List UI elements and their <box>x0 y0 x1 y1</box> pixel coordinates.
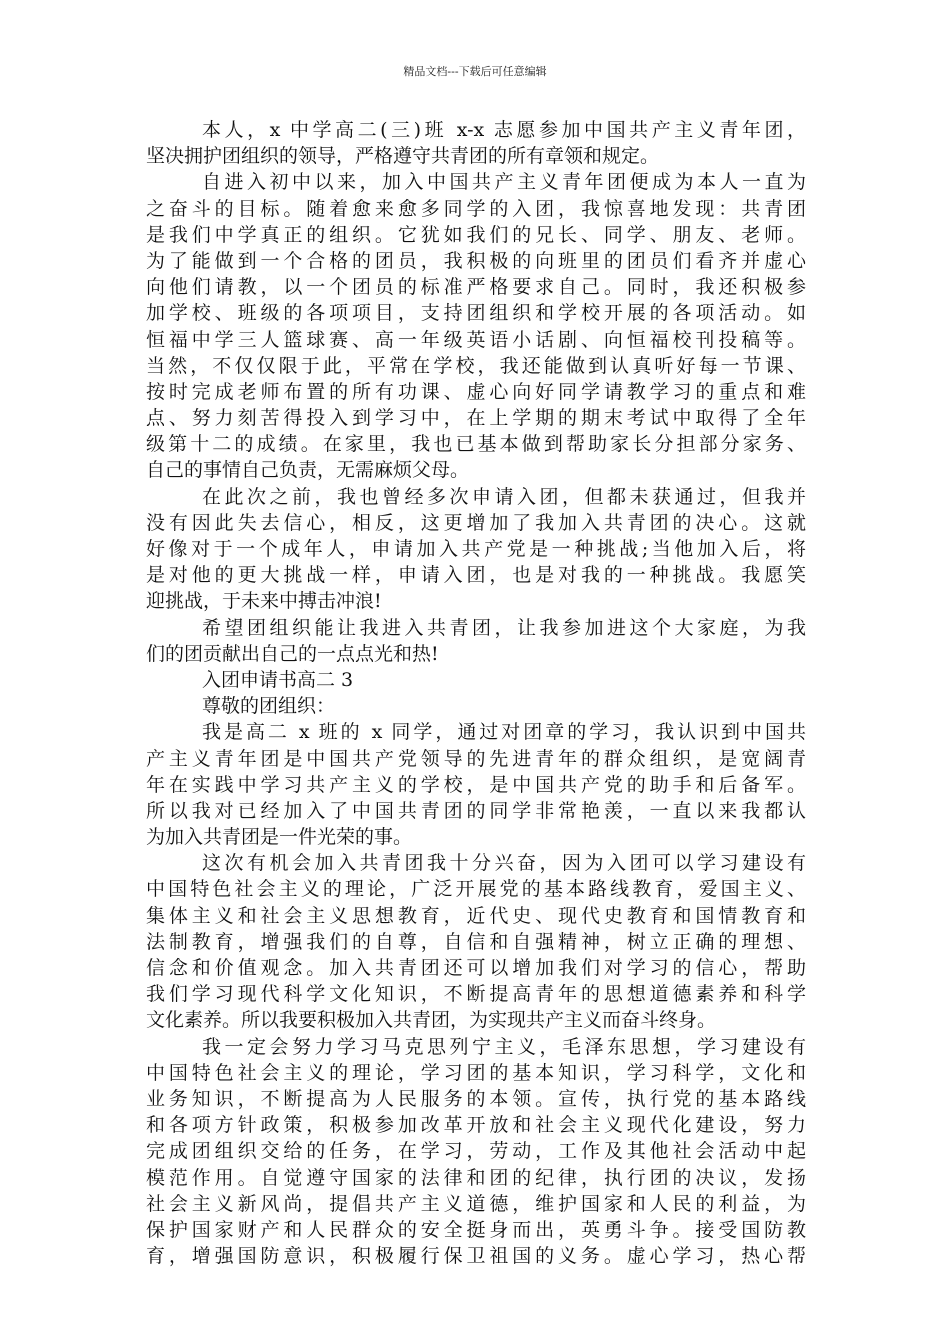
text-line: 保护国家财产和人民群众的安全挺身而出，英勇斗争。接受国防教 <box>146 1218 806 1241</box>
text-line: 加学校、班级的各项项目，支持团组织和学校开展的各项活动。如 <box>146 302 806 325</box>
text-line: 中国特色社会主义的理论，广泛开展党的基本路线教育，爱国主义、 <box>146 878 806 901</box>
text-line: 年在实践中学习共产主义的学校，是中国共产党的助手和后备军。 <box>146 773 806 796</box>
text-line: 迎挑战，于未来中搏击冲浪! <box>146 590 382 613</box>
text-line: 我一定会努力学习马克思列宁主义，毛泽东思想，学习建设有 <box>202 1035 806 1058</box>
text-line: 和各项方针政策，积极参加改革开放和社会主义现代化建设，努力 <box>146 1114 806 1137</box>
text-line: 是对他的更大挑战一样，申请入团，也是对我的一种挑战。我愿笑 <box>146 564 806 587</box>
text-line: 向他们请教，以一个团员的标准严格要求自己。同时，我还积极参 <box>146 276 806 299</box>
document-body <box>146 117 806 1269</box>
text-line: 业务知识，不断提高为人民服务的本领。宣传，执行党的基本路线 <box>146 1087 806 1110</box>
text-line: 育，增强国防意识，积极履行保卫祖国的义务。虚心学习，热心帮 <box>146 1245 806 1268</box>
text-line: 是我们中学真正的组织。它犹如我们的兄长、同学、朋友、老师。 <box>146 223 806 246</box>
text-line: 法制教育，增强我们的自尊，自信和自强精神，树立正确的理想、 <box>146 930 806 953</box>
text-line: 们的团贡献出自己的一点点光和热! <box>146 642 439 665</box>
text-line: 恒福中学三人篮球赛、高一年级英语小话剧、向恒福校刊投稿等。 <box>146 328 806 351</box>
text-line: 按时完成老师布置的所有功课、虚心向好同学请教学习的重点和难 <box>146 380 806 403</box>
text-line: 坚决拥护团组织的领导，严格遵守共青团的所有章领和规定。 <box>146 145 660 168</box>
text-line: 本人，x 中学高二(三)班 x-x 志愿参加中国共产主义青年团， <box>202 119 806 141</box>
page-header: 精品文档---下载后可任意编辑 <box>403 65 547 78</box>
text-line: 信念和价值观念。加入共青团还可以增加我们对学习的信心，帮助 <box>146 957 806 979</box>
text-line: 在此次之前，我也曾经多次申请入团，但都未获通过，但我并 <box>202 485 806 508</box>
text-line: 当然，不仅仅限于此，平常在学校，我还能做到认真听好每一节课、 <box>146 354 806 377</box>
text-line: 好像对于一个成年人，申请加入共产党是一种挑战;当他加入后，将 <box>146 538 806 560</box>
text-line: 为了能做到一个合格的团员，我积极的向班里的团员们看齐并虚心 <box>146 249 806 272</box>
text-line: 文化素养。所以我要积极加入共青团，为实现共产主义而奋斗终身。 <box>146 1009 717 1032</box>
text-line: 为加入共青团是一件光荣的事。 <box>146 826 413 849</box>
text-line: 集体主义和社会主义思想教育，近代史、现代史教育和国情教育和 <box>146 904 806 927</box>
text-line: 中国特色社会主义的理论，学习团的基本知识，学习科学，文化和 <box>146 1061 806 1084</box>
text-line: 入团申请书高二 3 <box>202 668 354 691</box>
text-line: 社会主义新风尚，提倡共产主义道德，维护国家和人民的利益，为 <box>146 1192 806 1215</box>
text-line: 级第十二的成绩。在家里，我也已基本做到帮助家长分担部分家务、 <box>146 433 806 456</box>
text-line: 我是高二 x 班的 x 同学，通过对团章的学习，我认识到中国共 <box>202 721 806 744</box>
text-line: 所以我对已经加入了中国共青团的同学非常艳羡，一直以来我都认 <box>146 799 806 822</box>
text-line: 尊敬的团组织： <box>202 695 336 718</box>
text-line: 没有因此失去信心，相反，这更增加了我加入共青团的决心。这就 <box>146 511 806 534</box>
text-line: 之奋斗的目标。随着愈来愈多同学的入团，我惊喜地发现：共青团 <box>146 197 806 220</box>
text-line: 自己的事情自己负责，无需麻烦父母。 <box>146 459 470 482</box>
text-line: 自进入初中以来，加入中国共产主义青年团便成为本人一直为 <box>202 171 806 194</box>
text-line: 产主义青年团是中国共产党领导的先进青年的群众组织，是宽阔青 <box>146 747 806 770</box>
text-line: 点、努力刻苦得投入到学习中，在上学期的期末考试中取得了全年 <box>146 407 806 430</box>
text-line: 我们学习现代科学文化知识，不断提高青年的思想道德素养和科学 <box>146 983 806 1006</box>
text-line: 模范作用。自觉遵守国家的法律和团的纪律，执行团的决议，发扬 <box>146 1166 806 1189</box>
text-line: 完成团组织交给的任务，在学习，劳动，工作及其他社会活动中起 <box>146 1140 806 1163</box>
text-line: 希望团组织能让我进入共青团，让我参加进这个大家庭，为我 <box>202 616 806 639</box>
text-line: 这次有机会加入共青团我十分兴奋，因为入团可以学习建设有 <box>202 852 806 875</box>
